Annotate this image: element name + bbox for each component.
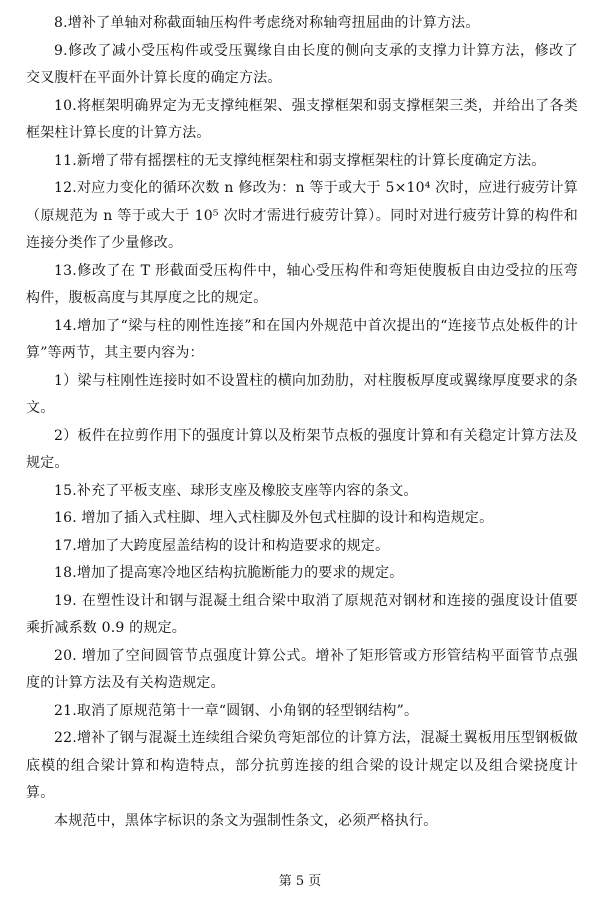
paragraph-14: 14.增加了“梁与柱的刚性连接”和在国内外规范中首次提出的“连接节点处板件的计算”等两节，其主要内容为：: [26, 317, 578, 361]
paragraph-17: 17.增加了大跨度屋盖结构的设计和构造要求的规定。: [54, 537, 390, 554]
paragraph-22: 22.增补了钢与混凝土连续组合梁负弯矩部位的计算方法，混凝土翼板用压型钢板做底模的组合梁计算和构造特点，部分抗剪连接的组合梁的设计规定以及组合梁挠度计算。: [26, 730, 578, 801]
paragraph-closing: 本规范中，黑体字标识的条文为强制性条文，必须严格执行。: [54, 812, 438, 829]
paragraph-11: 11.新增了带有摇摆柱的无支撑纯框架柱和弱支撑框架柱的计算长度确定方法。: [54, 152, 546, 169]
paragraph-16: 16. 增加了插入式柱脚、埋入式柱脚及外包式柱脚的设计和构造规定。: [54, 510, 494, 526]
paragraph-10: 10.将框架明确界定为无支撑纯框架、强支撑框架和弱支撑框架三类，并给出了各类框架柱计算长度的计算方法。: [26, 97, 578, 141]
paragraph-13: 13.修改了在 T 形截面受压构件中，轴心受压构件和弯矩使腹板自由边受拉的压弯构件，腹板高度与其厚度之比的规定。: [26, 262, 578, 306]
paragraph-14-item-1: 1）梁与柱刚性连接时如不设置柱的横向加劲肋，对柱腹板厚度或翼缘厚度要求的条文。: [26, 372, 578, 416]
paragraph-18: 18.增加了提高寒冷地区结构抗脆断能力的要求的规定。: [54, 565, 404, 581]
paragraph-14-item-2: 2）板件在拉剪作用下的强度计算以及桁架节点板的强度计算和有关稳定计算方法及规定。: [26, 427, 578, 471]
document-body: [26, 10, 578, 835]
paragraph-12: 12.对应力变化的循环次数 n 修改为：n 等于或大于 5×10⁴ 次时，应进行疲劳计算（原规范为 n 等于或大于 10⁵ 次时才需进行疲劳计算）。同时对进行疲劳计算的构件和连接分类作了少量修改。: [26, 180, 578, 251]
page-number: 第 5 页: [278, 874, 322, 889]
paragraph-21: 21.取消了原规范第十一章“圆钢、小角钢的轻型钢结构”。: [54, 702, 419, 719]
paragraph-19: 19. 在塑性设计和钢与混凝土组合梁中取消了原规范对钢材和连接的强度设计值要乘折减系数 0.9 的规定。: [26, 592, 578, 636]
paragraph-9: 9.修改了减小受压构件或受压翼缘自由长度的侧向支承的支撑力计算方法，修改了交叉腹杆在平面外计算长度的确定方法。: [26, 42, 578, 86]
paragraph-8: 8.增补了单轴对称截面轴压构件考虑绕对称轴弯扭屈曲的计算方法。: [54, 15, 480, 31]
paragraph-15: 15.补充了平板支座、球形支座及橡胶支座等内容的条文。: [54, 482, 418, 499]
paragraph-20: 20. 增加了空间圆管节点强度计算公式。增补了矩形管或方形管结构平面管节点强度的计算方法及有关构造规定。: [26, 647, 578, 691]
